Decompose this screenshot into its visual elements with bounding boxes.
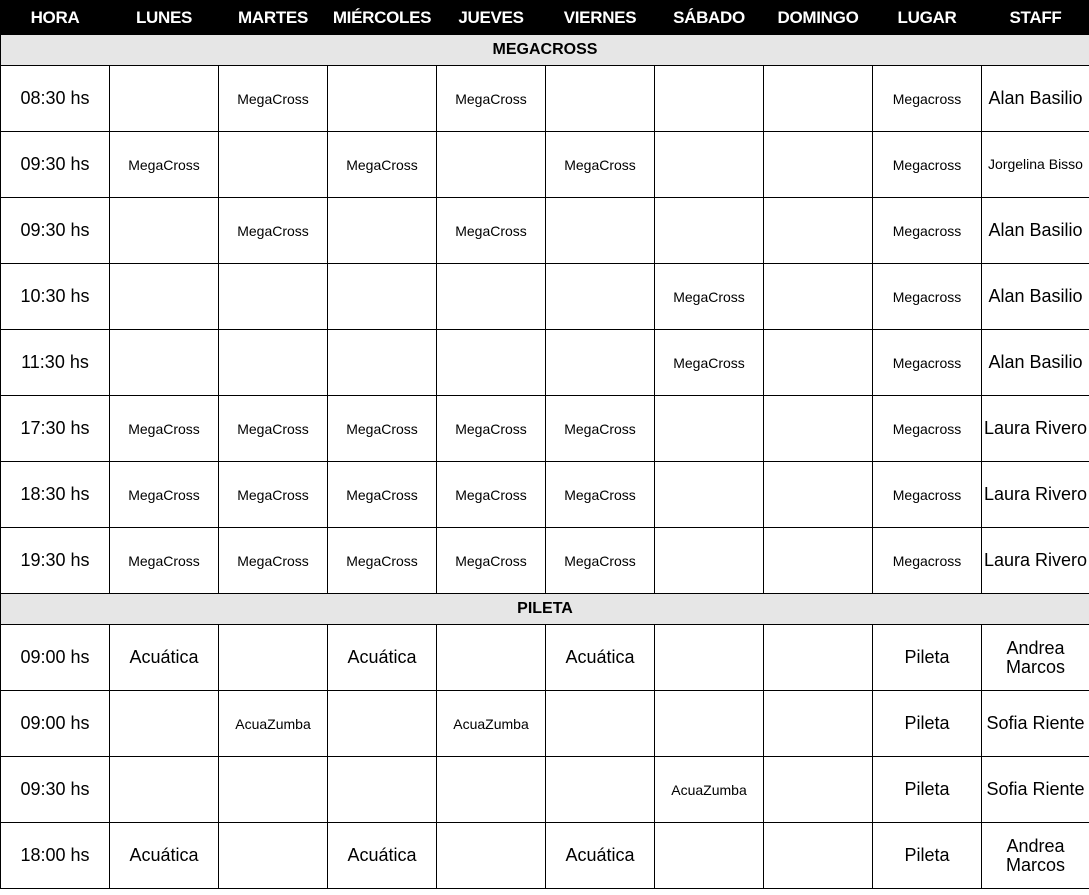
cell-sabado (655, 132, 764, 198)
cell-miercoles (328, 264, 437, 330)
cell-martes: MegaCross (219, 198, 328, 264)
cell-lugar: Megacross (873, 198, 982, 264)
cell-staff: Jorgelina Bisso (982, 132, 1089, 198)
section-row (1, 594, 1089, 625)
table-row (1, 132, 1089, 198)
cell-miercoles: Acuática (328, 625, 437, 691)
cell-martes: MegaCross (219, 396, 328, 462)
table-row (1, 691, 1089, 757)
cell-sabado: AcuaZumba (655, 757, 764, 823)
cell-domingo (764, 462, 873, 528)
cell-jueves: MegaCross (437, 396, 546, 462)
table-row (1, 757, 1089, 823)
cell-hora: 09:30 hs (1, 757, 110, 823)
cell-staff: Alan Basilio (982, 330, 1089, 396)
cell-sabado (655, 691, 764, 757)
cell-lunes: MegaCross (110, 132, 219, 198)
cell-jueves (437, 132, 546, 198)
cell-jueves (437, 330, 546, 396)
cell-lugar: Megacross (873, 462, 982, 528)
header-viernes: VIERNES (546, 1, 655, 35)
cell-domingo (764, 823, 873, 889)
cell-viernes (546, 66, 655, 132)
cell-martes (219, 757, 328, 823)
table-header (1, 1, 1089, 35)
header-lugar: LUGAR (873, 1, 982, 35)
section-title: PILETA (1, 594, 1089, 625)
cell-viernes: MegaCross (546, 396, 655, 462)
header-hora: HORA (1, 1, 110, 35)
cell-lugar: Megacross (873, 132, 982, 198)
cell-lunes: Acuática (110, 625, 219, 691)
cell-hora: 09:30 hs (1, 132, 110, 198)
section-title: MEGACROSS (1, 35, 1089, 66)
cell-viernes (546, 264, 655, 330)
cell-lunes (110, 330, 219, 396)
cell-miercoles: Acuática (328, 823, 437, 889)
cell-domingo (764, 396, 873, 462)
header-jueves: JUEVES (437, 1, 546, 35)
cell-staff: Laura Rivero (982, 462, 1089, 528)
cell-staff: Laura Rivero (982, 528, 1089, 594)
cell-jueves: AcuaZumba (437, 691, 546, 757)
cell-lunes: MegaCross (110, 396, 219, 462)
cell-lunes (110, 264, 219, 330)
cell-lugar: Megacross (873, 66, 982, 132)
header-staff: STAFF (982, 1, 1089, 35)
cell-martes: MegaCross (219, 66, 328, 132)
cell-staff: Alan Basilio (982, 66, 1089, 132)
cell-sabado (655, 198, 764, 264)
cell-martes (219, 823, 328, 889)
cell-lugar: Pileta (873, 757, 982, 823)
cell-domingo (764, 330, 873, 396)
cell-staff: Sofia Riente (982, 757, 1089, 823)
cell-domingo (764, 132, 873, 198)
cell-sabado: MegaCross (655, 330, 764, 396)
cell-hora: 19:30 hs (1, 528, 110, 594)
cell-jueves (437, 264, 546, 330)
cell-lugar: Megacross (873, 330, 982, 396)
cell-martes (219, 330, 328, 396)
cell-lunes: MegaCross (110, 462, 219, 528)
cell-sabado (655, 66, 764, 132)
cell-miercoles: MegaCross (328, 132, 437, 198)
cell-miercoles: MegaCross (328, 528, 437, 594)
cell-viernes: Acuática (546, 625, 655, 691)
cell-viernes (546, 330, 655, 396)
section-row (1, 35, 1089, 66)
cell-martes (219, 264, 328, 330)
cell-hora: 10:30 hs (1, 264, 110, 330)
cell-domingo (764, 625, 873, 691)
cell-lunes (110, 757, 219, 823)
header-lunes: LUNES (110, 1, 219, 35)
table-row (1, 823, 1089, 889)
cell-staff: Alan Basilio (982, 264, 1089, 330)
cell-jueves: MegaCross (437, 462, 546, 528)
cell-hora: 09:30 hs (1, 198, 110, 264)
cell-miercoles (328, 66, 437, 132)
cell-lugar: Megacross (873, 264, 982, 330)
cell-martes: AcuaZumba (219, 691, 328, 757)
cell-viernes: MegaCross (546, 528, 655, 594)
header-domingo: DOMINGO (764, 1, 873, 35)
cell-domingo (764, 198, 873, 264)
cell-lugar: Pileta (873, 691, 982, 757)
cell-miercoles (328, 198, 437, 264)
table-row (1, 264, 1089, 330)
cell-staff: Sofia Riente (982, 691, 1089, 757)
cell-sabado (655, 462, 764, 528)
cell-lunes: Acuática (110, 823, 219, 889)
cell-sabado (655, 396, 764, 462)
table-row (1, 396, 1089, 462)
cell-lugar: Megacross (873, 396, 982, 462)
cell-domingo (764, 66, 873, 132)
cell-miercoles (328, 330, 437, 396)
cell-martes (219, 625, 328, 691)
table-row (1, 625, 1089, 691)
header-miercoles: MIÉRCOLES (328, 1, 437, 35)
cell-lunes (110, 691, 219, 757)
cell-jueves (437, 757, 546, 823)
cell-staff: Andrea Marcos (982, 625, 1089, 691)
cell-viernes (546, 691, 655, 757)
cell-staff: Alan Basilio (982, 198, 1089, 264)
table-row (1, 66, 1089, 132)
cell-martes (219, 132, 328, 198)
cell-viernes: Acuática (546, 823, 655, 889)
table-row (1, 462, 1089, 528)
cell-viernes: MegaCross (546, 132, 655, 198)
cell-lugar: Pileta (873, 625, 982, 691)
cell-sabado (655, 528, 764, 594)
cell-martes: MegaCross (219, 462, 328, 528)
cell-hora: 11:30 hs (1, 330, 110, 396)
cell-hora: 17:30 hs (1, 396, 110, 462)
cell-staff: Laura Rivero (982, 396, 1089, 462)
cell-sabado: MegaCross (655, 264, 764, 330)
cell-domingo (764, 528, 873, 594)
cell-viernes (546, 198, 655, 264)
cell-miercoles (328, 757, 437, 823)
cell-viernes: MegaCross (546, 462, 655, 528)
cell-sabado (655, 823, 764, 889)
header-martes: MARTES (219, 1, 328, 35)
cell-miercoles: MegaCross (328, 462, 437, 528)
cell-sabado (655, 625, 764, 691)
cell-hora: 09:00 hs (1, 691, 110, 757)
cell-staff: Andrea Marcos (982, 823, 1089, 889)
cell-miercoles (328, 691, 437, 757)
cell-jueves (437, 625, 546, 691)
cell-lugar: Pileta (873, 823, 982, 889)
cell-miercoles: MegaCross (328, 396, 437, 462)
cell-jueves: MegaCross (437, 66, 546, 132)
cell-hora: 08:30 hs (1, 66, 110, 132)
cell-hora: 18:00 hs (1, 823, 110, 889)
table-row (1, 198, 1089, 264)
cell-domingo (764, 691, 873, 757)
table-row (1, 330, 1089, 396)
cell-jueves: MegaCross (437, 528, 546, 594)
cell-lunes: MegaCross (110, 528, 219, 594)
cell-jueves (437, 823, 546, 889)
table-row (1, 528, 1089, 594)
cell-lunes (110, 66, 219, 132)
cell-domingo (764, 264, 873, 330)
cell-viernes (546, 757, 655, 823)
cell-domingo (764, 757, 873, 823)
table-body (1, 35, 1089, 889)
cell-martes: MegaCross (219, 528, 328, 594)
cell-lunes (110, 198, 219, 264)
cell-hora: 18:30 hs (1, 462, 110, 528)
cell-jueves: MegaCross (437, 198, 546, 264)
header-sabado: SÁBADO (655, 1, 764, 35)
cell-lugar: Megacross (873, 528, 982, 594)
cell-hora: 09:00 hs (1, 625, 110, 691)
